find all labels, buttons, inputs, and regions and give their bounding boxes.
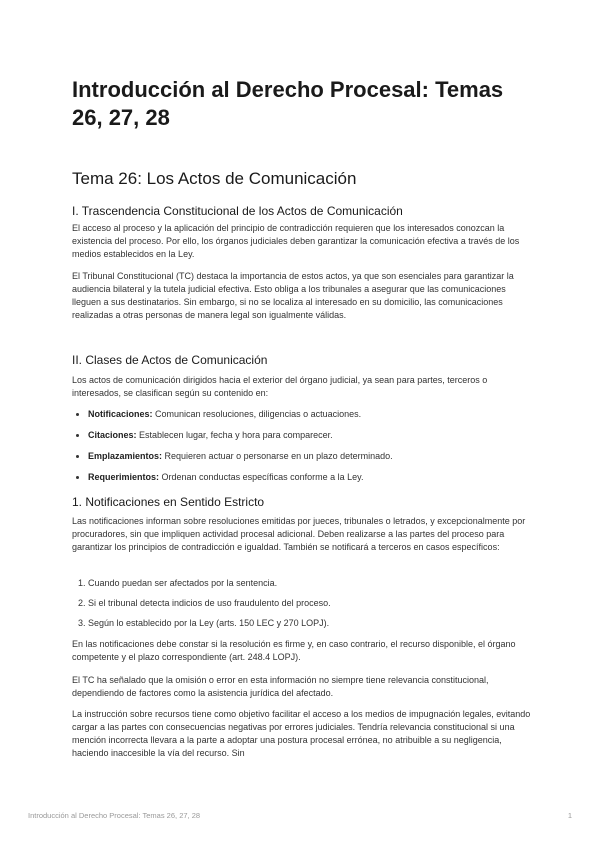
list-term: Notificaciones: [88, 409, 153, 419]
list-item: 3. Según lo establecido por la Ley (arts. 150 LEC y 270 LOPJ). [88, 617, 548, 630]
heading-notificaciones: 1. Notificaciones en Sentido Estricto [72, 495, 265, 509]
document-title: Introducción al Derecho Procesal: Temas 26, 27, 28 [72, 77, 504, 130]
footer-title: Introducción al Derecho Procesal: Temas 26, 27, 28 [28, 811, 201, 820]
paragraph: El acceso al proceso y la aplicación del principio de contradicción requieren que los interesados conozcan la existencia del proceso. Por ello, los órganos judiciales deben garantizar la comunicación efectiva a través de los medios establecidos en la Ley. [72, 223, 520, 259]
paragraph: Los actos de comunicación dirigidos hacia el exterior del órgano judicial, ya sean para partes, terceros o interesados, se clasifican según su contenido en: [72, 375, 488, 398]
list-text: Comunican resoluciones, diligencias o actuaciones. [152, 409, 362, 419]
list-item [88, 408, 548, 421]
list-item: 1. Cuando puedan ser afectados por la sentencia. [88, 577, 548, 590]
list-item [88, 450, 548, 463]
paragraph: En las notificaciones debe constar si la resolución es firme y, en caso contrario, el recurso disponible, el órgano competente y el plazo correspondiente (art. 248.4 LOPJ). [72, 639, 516, 662]
clases-list [72, 408, 548, 484]
paragraph: Las notificaciones informan sobre resoluciones emitidas por jueces, tribunales o letrados, y excepcionalmente por procuradores, sin que impliquen actividad procesal adicional. Deben realizarse a las partes del proceso para garantizar los principios de contradicción e igualdad. También se notificará a terceros en casos específicos: [72, 516, 526, 552]
list-item [88, 429, 548, 442]
footer-page-number: 1 [567, 811, 572, 820]
terceros-list [72, 577, 548, 630]
list-item [88, 471, 548, 484]
list-text: Establecen lugar, fecha y hora para comparecer. [136, 430, 333, 440]
paragraph: La instrucción sobre recursos tiene como objetivo facilitar el acceso a los medios de impugnación legales, evitando cargar a las partes con consecuencias negativas por errores judiciales. Tendría relevancia constitucional si una mención incorrecta llevara a la parte a adoptar una postura procesal errónea, no atribuible a su negligencia, haciendo inaccesible la vía del recurso. Sin [72, 709, 531, 758]
heading-trascendencia: I. Trascendencia Constitucional de los Actos de Comunicación [72, 204, 403, 218]
section-title-tema-26: Tema 26: Los Actos de Comunicación [72, 169, 357, 188]
list-text: Requieren actuar o personarse en un plazo determinado. [162, 451, 393, 461]
paragraph: El TC ha señalado que la omisión o error en esta información no siempre tiene relevancia constitucional, dependiendo de factores como la asistencia jurídica del afectado. [72, 675, 489, 698]
list-item: 2. Si el tribunal detecta indicios de uso fraudulento del proceso. [88, 597, 548, 610]
list-text: Ordenan conductas específicas conforme a la Ley. [159, 472, 364, 482]
paragraph: El Tribunal Constitucional (TC) destaca la importancia de estos actos, ya que son esenciales para garantizar la audiencia bilateral y la tutela judicial efectiva. Esto obliga a los tribunales a asegurar que las comunicaciones lleguen a sus destinatarios. Sin embargo, si no se localiza al interesado en su domicilio, las comunicaciones realizadas a otras personas de manera legal son igualmente válidas. [72, 271, 514, 320]
list-term: Requerimientos: [88, 472, 160, 482]
list-term: Emplazamientos: [88, 451, 163, 461]
list-term: Citaciones: [88, 430, 137, 440]
heading-clases: II. Clases de Actos de Comunicación [72, 353, 268, 367]
